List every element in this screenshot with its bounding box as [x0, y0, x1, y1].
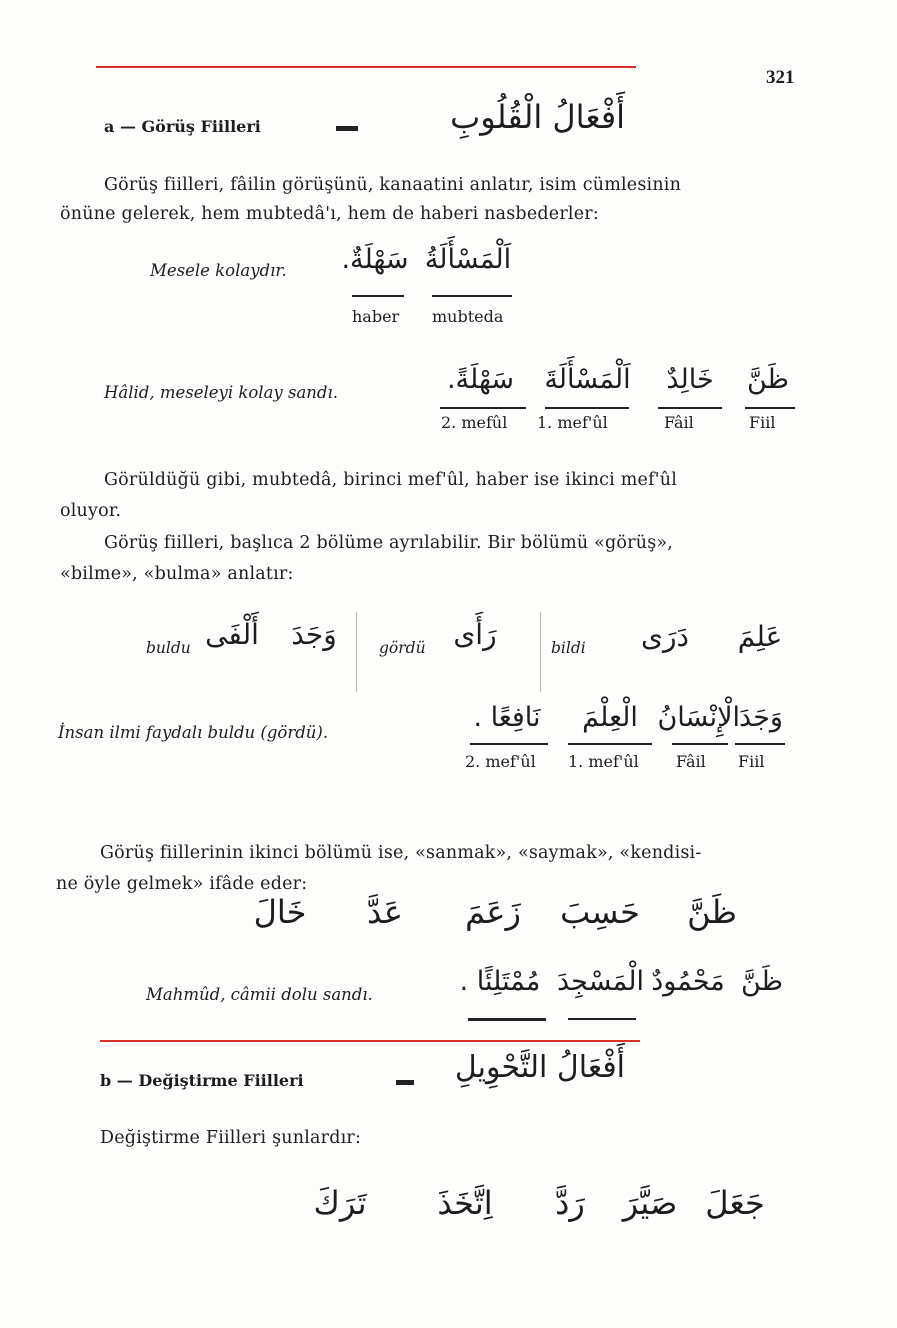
example4-underline-1	[468, 1018, 546, 1021]
verb-buldu-arabic1: أَلْفَى	[205, 618, 259, 651]
example2-label-fail: Fâil	[664, 413, 694, 432]
section-b-verb-0: جَعَلَ	[705, 1184, 765, 1222]
example3-mef2-underline	[470, 743, 548, 745]
example1-mubteda-underline	[432, 295, 512, 297]
example1-translation: Mesele kolaydır.	[150, 261, 287, 280]
para3-line2: «bilme», «bulma» anlatır:	[60, 564, 294, 584]
example3-translation: İnsan ilmi faydalı buldu (gördü).	[58, 723, 329, 742]
example2-mef1-underline	[545, 407, 629, 409]
example2-arabic-fail: خَالِدٌ	[666, 364, 714, 395]
verb-bildi-arabic1: دَرَى	[641, 620, 689, 653]
example1-arabic-mubteda: اَلْمَسْأَلَةُ	[424, 244, 512, 275]
verb-buldu-label: buldu	[146, 639, 191, 657]
example2-label-fiil: Fiil	[749, 413, 776, 432]
para4-line2: ne öyle gelmek» ifâde eder:	[56, 874, 308, 894]
example3-fail-underline	[672, 743, 728, 745]
example1-label-haber: haber	[352, 307, 400, 326]
section-b-red-rule	[100, 1040, 640, 1042]
section-b-verb-2: رَدَّ	[555, 1184, 585, 1222]
example2-mef2-underline	[440, 407, 526, 409]
example4-translation: Mahmûd, câmii dolu sandı.	[146, 985, 373, 1004]
verbs-divider-1	[356, 612, 357, 692]
example3-arabic-mef1: الْعِلْمَ	[582, 702, 638, 733]
example4-arabic-1: مَحْمُودٌ	[651, 966, 725, 997]
section-a-heading: a — Görüş Fiilleri	[104, 117, 261, 136]
example3-mef1-underline	[568, 743, 652, 745]
para4-line1: Görüş fiillerinin ikinci bölümü ise, «sanmak», «saymak», «kendisi-	[100, 843, 702, 863]
example2-arabic-fiil: ظَنَّ	[746, 364, 790, 395]
section-a-intro-line1: Görüş fiilleri, fâilin görüşünü, kanaatini anlatır, isim cümlesinin	[104, 175, 682, 195]
section-b-heading: b — Değiştirme Fiilleri	[100, 1071, 304, 1090]
example3-arabic-fail: الْإِنْسَانُ	[657, 702, 740, 733]
example2-label-mef2: 2. mefûl	[441, 413, 508, 432]
example4-underline-2	[568, 1018, 636, 1020]
example3-label-mef2: 2. mef'ûl	[465, 752, 536, 771]
example2-fiil-underline	[745, 407, 795, 409]
verbs2-item-4: خَالَ	[253, 893, 307, 931]
example3-label-fiil: Fiil	[738, 752, 765, 771]
section-b-intro: Değiştirme Fiilleri şunlardır:	[100, 1128, 362, 1148]
example1-haber-underline	[352, 295, 404, 297]
para3-line1: Görüş fiilleri, başlıca 2 bölüme ayrılabilir. Bir bölümü «görüş»,	[104, 533, 674, 553]
example3-label-mef1: 1. mef'ûl	[568, 752, 639, 771]
verbs2-item-3: عَدَّ	[367, 893, 403, 931]
section-b-dash	[396, 1072, 414, 1091]
example2-translation: Hâlid, meseleyi kolay sandı.	[104, 383, 338, 402]
verb-bildi-label: bildi	[551, 639, 586, 657]
section-a-intro-line2: önüne gelerek, hem mubtedâ'ı, hem de haberi nasbederler:	[60, 204, 599, 224]
example2-label-mef1: 1. mef'ûl	[537, 413, 608, 432]
example2-arabic-mef2: سَهْلَةً.	[446, 364, 515, 395]
verb-bildi-arabic2: عَلِمَ	[737, 620, 783, 653]
verbs-divider-2	[540, 612, 541, 692]
verbs2-item-0: ظَنَّ	[687, 893, 737, 931]
verb-buldu-arabic2: وَجَدَ	[291, 618, 337, 651]
page-number: 321	[766, 67, 795, 88]
verb-gordu-arabic: رَأَى	[453, 618, 497, 651]
verbs2-item-2: زَعَمَ	[465, 893, 521, 931]
section-b-verb-3: اِتَّخَذَ	[437, 1184, 493, 1222]
section-b-verb-1: صَيَّرَ	[622, 1184, 678, 1222]
verbs2-item-1: حَسِبَ	[560, 893, 640, 931]
para2-line1: Görüldüğü gibi, mubtedâ, birinci mef'ûl, haber ise ikinci mef'ûl	[104, 470, 678, 490]
section-b-arabic-title: أَفْعَالُ التَّحْوِيلِ	[454, 1050, 625, 1085]
example4-arabic-3: مُمْتَلِئًا .	[459, 966, 541, 997]
example3-fiil-underline	[735, 743, 785, 745]
example2-fail-underline	[658, 407, 722, 409]
example3-arabic-fiil: وَجَدَ	[739, 702, 783, 733]
section-a-dash	[336, 118, 358, 137]
example4-arabic-2: الْمَسْجِدَ	[556, 966, 644, 997]
example3-label-fail: Fâil	[676, 752, 706, 771]
top-red-rule	[96, 66, 636, 68]
example1-label-mubteda: mubteda	[432, 307, 504, 326]
example2-arabic-mef1: اَلْمَسْأَلَةَ	[544, 364, 631, 395]
example3-arabic-mef2: نَافِعًا .	[473, 702, 541, 733]
section-a-arabic-title: أَفْعَالُ الْقُلُوبِ	[450, 98, 625, 136]
para2-line2: oluyor.	[60, 501, 122, 521]
section-b-verb-4: تَرَكَ	[313, 1184, 367, 1222]
example4-arabic-0: ظَنَّ	[740, 966, 784, 997]
example1-arabic-haber: سَهْلَةٌ.	[341, 244, 409, 275]
verb-gordu-label: gördü	[379, 639, 426, 657]
